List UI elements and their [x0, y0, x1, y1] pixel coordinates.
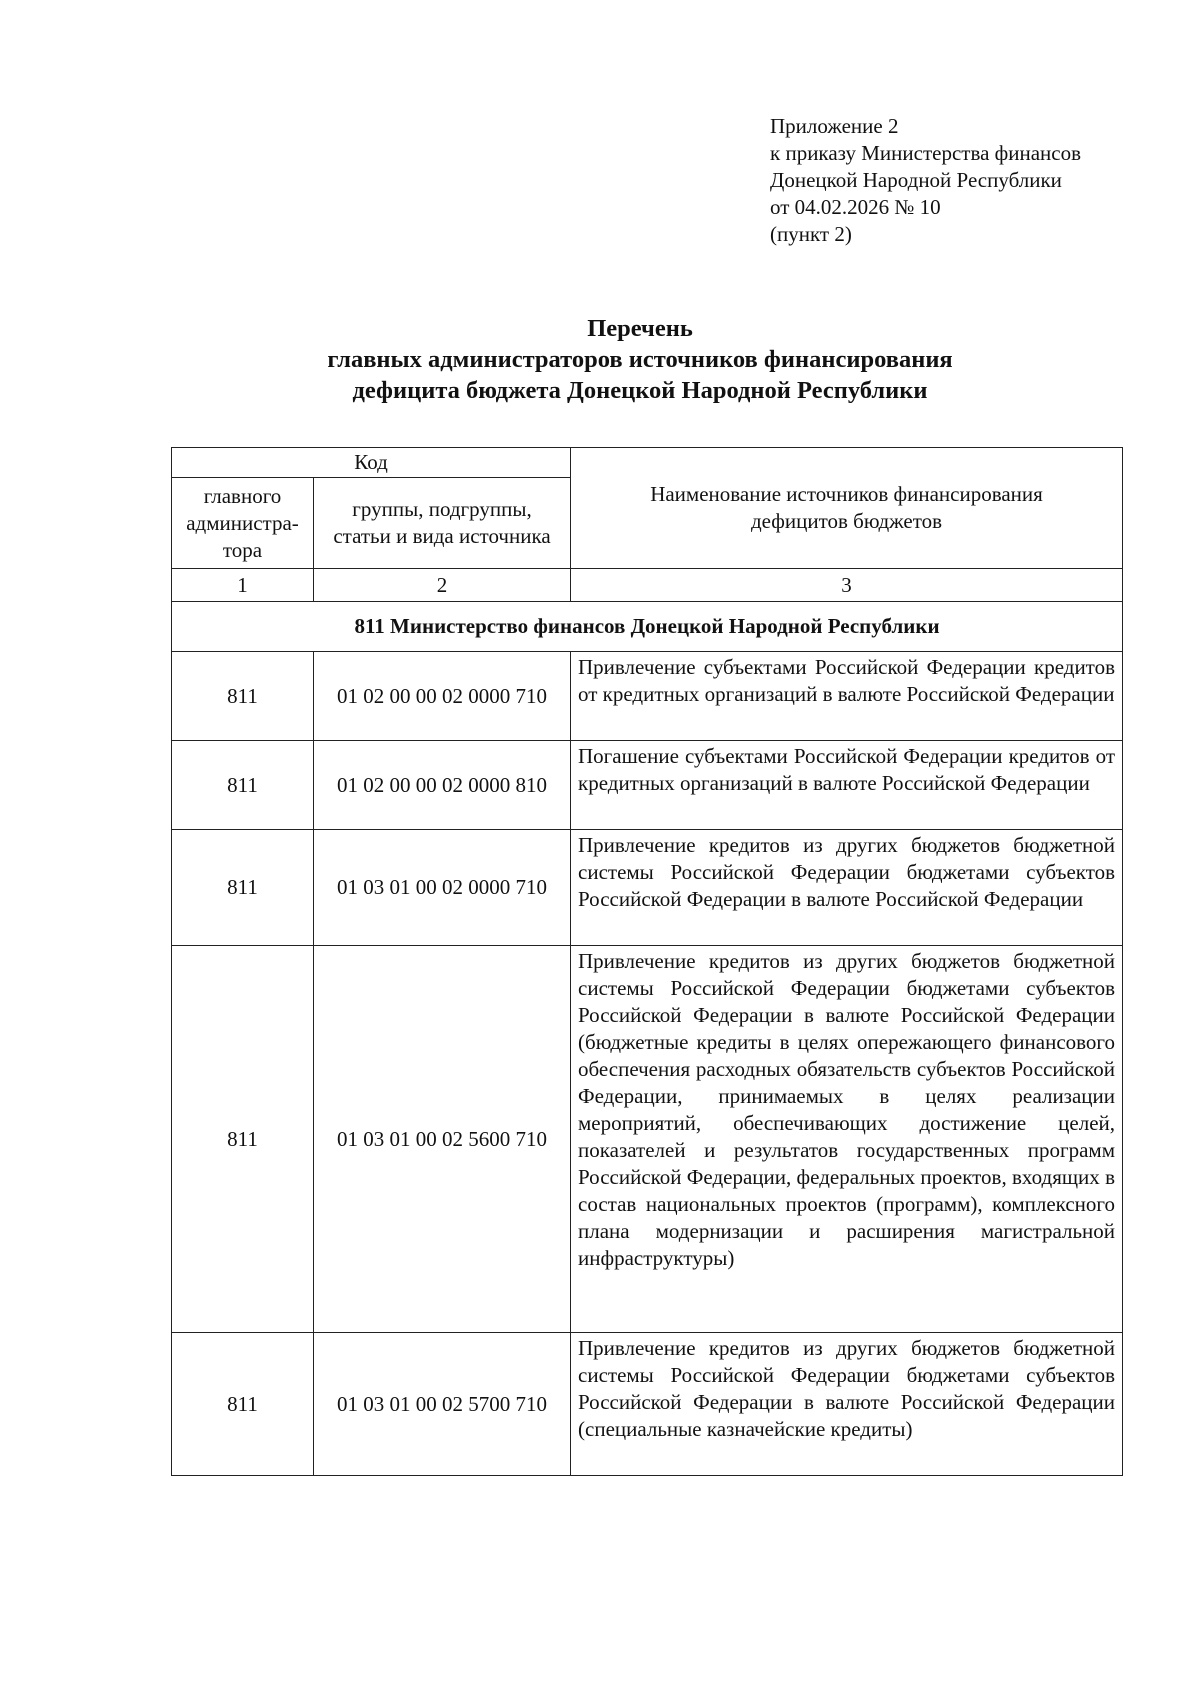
admin-code-cell: 811	[172, 741, 314, 830]
appendix-block	[770, 113, 1081, 248]
table-row	[172, 652, 1123, 741]
header-row	[172, 448, 1123, 478]
title-line: дефицита бюджета Донецкой Народной Республики	[352, 377, 928, 404]
source-name-cell: Привлечение кредитов из других бюджетов бюджетной системы Российской Федерации бюджетами субъектов Российской Федерации в валюте Российской Федерации (бюджетные кредиты в целях опережающего финансового обеспечения расходных обязательств субъектов Российской Федерации, принимаемых в целях реализации мероприятий, обеспечивающих достижение целей, показателей и результатов государственных программ Российской Федерации, федеральных проектов, входящих в состав национальных проектов (программ), комплексного плана модернизации и расширения магистральной инфраструктуры)	[571, 946, 1123, 1333]
column-number: 2	[314, 569, 571, 602]
source-code-cell: 01 02 00 00 02 0000 710	[314, 652, 571, 741]
source-code-cell: 01 02 00 00 02 0000 810	[314, 741, 571, 830]
appendix-line: к приказу Министерства финансов	[770, 141, 1082, 165]
admin-code-cell: 811	[172, 652, 314, 741]
source-code-cell: 01 03 01 00 02 5600 710	[314, 946, 571, 1333]
source-code-cell: 01 03 01 00 02 5700 710	[314, 1333, 571, 1476]
table-row	[172, 1333, 1123, 1476]
appendix-line: (пункт 2)	[770, 222, 852, 246]
table-row	[172, 830, 1123, 946]
source-name-cell: Привлечение кредитов из других бюджетов бюджетной системы Российской Федерации бюджетами субъектов Российской Федерации в валюте Российской Федерации	[571, 830, 1123, 946]
admin-code-cell: 811	[172, 1333, 314, 1476]
column-number-row	[172, 569, 1123, 602]
appendix-line: Донецкой Народной Республики	[770, 168, 1062, 192]
header-group: группы, подгруппы, статьи и вида источника	[314, 478, 571, 569]
source-name-cell: Привлечение кредитов из других бюджетов бюджетной системы Российской Федерации бюджетами субъектов Российской Федерации в валюте Российской Федерации (специальные казначейские кредиты)	[571, 1333, 1123, 1476]
admin-code-cell: 811	[172, 946, 314, 1333]
table-row	[172, 946, 1123, 1333]
source-name-cell: Погашение субъектами Российской Федерации кредитов от кредитных организаций в валюте Российской Федерации	[571, 741, 1123, 830]
table-row	[172, 741, 1123, 830]
header-admin: главного администра-тора	[172, 478, 314, 569]
source-code-cell: 01 03 01 00 02 0000 710	[314, 830, 571, 946]
header-name: Наименование источников финансирования дефицитов бюджетов	[571, 448, 1123, 569]
source-name-cell: Привлечение субъектами Российской Федерации кредитов от кредитных организаций в валюте Российской Федерации	[571, 652, 1123, 741]
appendix-line: Приложение 2	[770, 114, 899, 138]
title-line: главных администраторов источников финансирования	[327, 346, 953, 373]
appendix-line: от 04.02.2026 № 10	[770, 195, 941, 219]
admin-code-cell: 811	[172, 830, 314, 946]
column-number: 3	[571, 569, 1123, 602]
header-code: Код	[172, 448, 571, 478]
section-row	[172, 602, 1123, 652]
sources-table	[171, 447, 1123, 1476]
document-title	[160, 313, 1120, 406]
column-number: 1	[172, 569, 314, 602]
section-title: 811 Министерство финансов Донецкой Народной Республики	[172, 602, 1123, 652]
title-line: Перечень	[587, 315, 693, 342]
